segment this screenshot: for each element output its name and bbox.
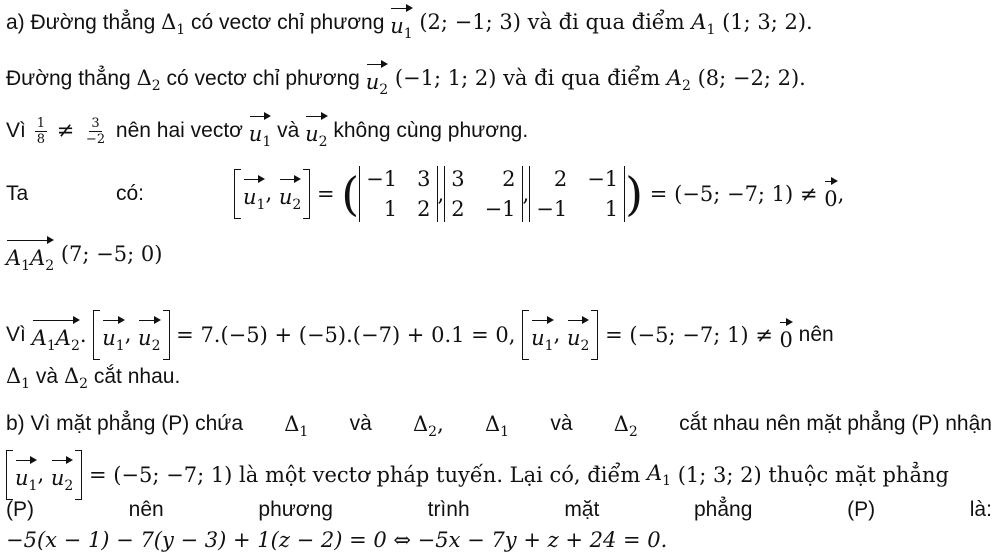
zero-vector: 0: [824, 177, 837, 211]
text: (7; −5; 0): [54, 242, 163, 266]
word: phương: [258, 498, 333, 521]
text: có vectơ chỉ phương: [160, 67, 366, 90]
text: Ta: [6, 182, 29, 205]
text: Vì: [6, 323, 32, 346]
line-plane-equation: [6, 528, 667, 553]
vector-A1A2: $A_1A_2$: [32, 316, 80, 354]
delta1: $\Delta_1$: [284, 412, 309, 440]
determinant-1: −1 3 1 2: [359, 166, 437, 222]
vector-u2: $u_2$: [366, 60, 388, 98]
delta1: $\Delta_1$: [161, 10, 186, 38]
line-delta1: [6, 4, 813, 42]
delta2: $\Delta_2$,: [412, 412, 444, 440]
cross-product: $u_1$, $u_2$: [522, 310, 598, 360]
line-not-parallel: Vì $\frac{1}{8}$ ≠ $\frac{3}{-2}$ nên hai vectơ $u_1$ và $u_2$ không cùng phương.: [6, 112, 528, 150]
text: cắt nhau.: [88, 365, 181, 388]
cross-product: $u_1$, $u_2$: [234, 169, 310, 219]
determinant-2: 3 2 2 −1: [444, 166, 522, 222]
text: và: [271, 119, 306, 142]
point-A1: $A_1$: [691, 10, 716, 38]
delta2: $\Delta_2$: [136, 66, 161, 94]
text: nên hai vectơ: [110, 119, 249, 142]
word: (P): [847, 498, 876, 521]
text: (−1; 1; 2) và đi qua điểm: [388, 66, 667, 90]
text: và: [30, 365, 64, 388]
fraction-3-neg2: $\frac{3}{-2}$: [85, 115, 106, 147]
text: Đường thẳng: [6, 67, 137, 90]
line-plane-equation-intro: [6, 498, 992, 522]
word: là:: [969, 498, 992, 521]
text: có:: [116, 182, 145, 205]
determinant-3: 2 −1 −1 1: [529, 166, 625, 222]
word: phẳng: [694, 498, 753, 521]
word: trình: [427, 498, 470, 521]
line-mixed-product: Vì $A_1A_2$. $u_1$, $u_2 = 7.(-5) + (-5).(-7) + 0.1 = 0$, $u_1$, $u_2 = (-5$; −7; 1) ≠ 0 nên: [6, 310, 834, 360]
text: và: [550, 412, 573, 435]
text: (8; −2; 2).: [690, 66, 806, 90]
zero-vector: 0: [779, 318, 792, 352]
delta2: $\Delta_2$: [613, 412, 638, 440]
point-A1: $A_1$: [646, 461, 672, 489]
text: cắt nhau nên mặt phẳng (P) nhận: [679, 412, 992, 435]
word: mặt: [564, 498, 600, 521]
line-A1A2: [6, 236, 162, 274]
text: Vì: [6, 119, 32, 142]
text: (2; −1; 3) và đi qua điểm: [412, 10, 692, 34]
text: và: [349, 412, 372, 435]
line-normal-vector: $u_1$, $u_2 = (-5$; −7; 1) là một vectơ pháp tuyến. Lại có, điểm $A_1$ (1; 3; 2) thuộc mặt phẳng: [6, 450, 949, 500]
cross-product: $u_1$, $u_2$: [93, 310, 169, 360]
text: b) Vì mặt phẳng (P) chứa: [6, 412, 243, 435]
point-A2: $A_2$: [666, 66, 691, 94]
line-delta2: [6, 60, 806, 98]
fraction-1-8: $\frac{1}{8}$: [36, 115, 45, 147]
text: không cùng phương.: [327, 119, 529, 142]
text: có vectơ chỉ phương: [185, 11, 391, 34]
line-intersect: $\Delta_1$ và $\Delta_2$ cắt nhau.: [6, 364, 181, 392]
vector-u2: $u_2$: [305, 112, 327, 150]
text: nên: [792, 323, 834, 346]
line-part-b: [6, 412, 992, 440]
word: nên: [128, 498, 164, 521]
vector-u1: $u_1$: [390, 4, 412, 42]
word: (P): [6, 498, 34, 521]
vector-A1A2: $A_1A_2$: [6, 236, 54, 274]
delta1: $\Delta_1$: [485, 412, 510, 440]
cross-product: $u_1$, $u_2$: [6, 450, 82, 500]
vector-u1: $u_1$: [249, 112, 271, 150]
plane-equation: −5(x − 1) − 7(y − 3) + 1(z − 2) = 0 ⇔ −5x − 7y + z + 24 = 0.: [6, 528, 668, 552]
text: a) Đường thẳng: [6, 11, 162, 34]
text: (1; 3; 2).: [715, 10, 813, 34]
line-cross-product: Ta có: $u_1$, $u_2$ = ( −1 3 1 2 , 3 2 2 −1 , 2 −1 −1 1 ) = (−5; −7; 1) ≠ 0,: [6, 167, 845, 221]
